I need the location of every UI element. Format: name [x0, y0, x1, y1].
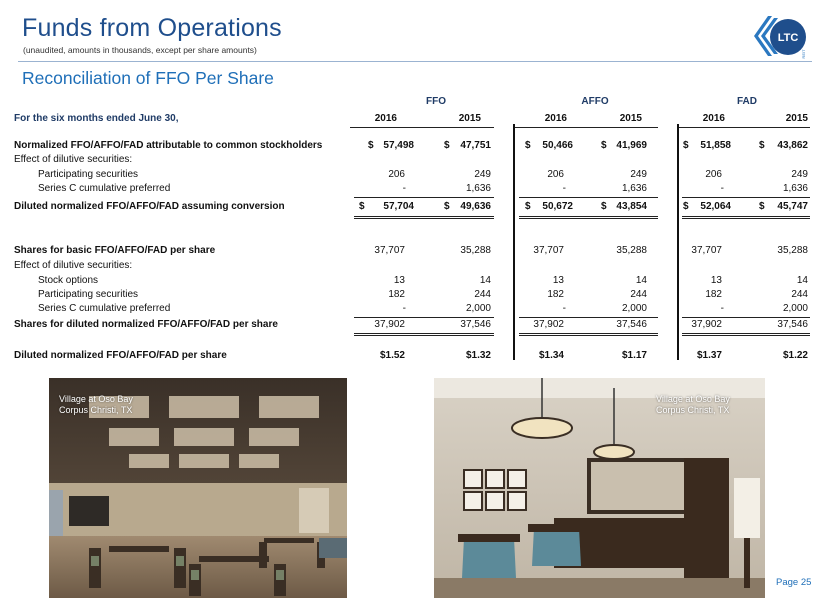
section-title: Reconciliation of FFO Per Share	[22, 68, 274, 88]
total-double-rule	[519, 333, 658, 336]
subtotal-rule	[682, 317, 810, 318]
logo-subtext: REIT	[801, 49, 806, 59]
row-label: Effect of dilutive securities:	[14, 154, 133, 165]
table-cell: 37,546	[777, 319, 808, 330]
header-underline	[350, 127, 494, 128]
row-label: Series C cumulative preferred	[38, 183, 171, 194]
ltc-logo	[748, 10, 810, 62]
table-cell: 57,498	[383, 140, 414, 151]
table-cell: 1,636	[465, 183, 491, 194]
table-cell: 50,466	[542, 140, 573, 151]
table-cell: $1.52	[379, 350, 405, 361]
table-cell: 43,854	[616, 201, 647, 212]
table-cell: 182	[547, 289, 564, 300]
header-underline	[514, 127, 658, 128]
photo-great-room	[49, 378, 347, 598]
photo-caption-line2: Corpus Christi, TX	[656, 405, 730, 415]
table-cell: 206	[388, 169, 405, 180]
row-label: Series C cumulative preferred	[38, 303, 171, 314]
photo-caption-line1: Village at Oso Bay	[656, 394, 730, 404]
table-cell: $1.34	[538, 350, 564, 361]
table-cell: 244	[474, 289, 491, 300]
table-cell: 14	[635, 275, 647, 286]
table-cell: 244	[791, 289, 808, 300]
row-label: Participating securities	[38, 289, 139, 300]
total-double-rule	[354, 333, 494, 336]
title-divider	[18, 61, 812, 62]
table-cell: $1.17	[621, 350, 647, 361]
row-label: Shares for basic FFO/AFFO/FAD per share	[14, 245, 216, 256]
table-cell: $1.32	[465, 350, 491, 361]
row-label: Stock options	[38, 275, 99, 286]
table-cell: 14	[479, 275, 491, 286]
table-cell: 41,969	[616, 140, 647, 151]
period-label: For the six months ended June 30,	[14, 113, 179, 124]
table-cell: 13	[552, 275, 564, 286]
table-cell: 57,704	[383, 201, 414, 212]
total-double-rule	[519, 216, 658, 219]
table-cell: -	[402, 183, 406, 194]
table-cell: -	[562, 303, 566, 314]
photo-caption-line2: Corpus Christi, TX	[59, 405, 133, 415]
page-number: Page 25	[776, 577, 812, 588]
table-cell: 2,000	[621, 303, 647, 314]
row-label: Effect of dilutive securities:	[14, 260, 133, 271]
dollar-sign: $	[759, 140, 765, 151]
table-cell: 35,288	[460, 245, 491, 256]
dollar-sign: $	[525, 140, 531, 151]
dollar-sign: $	[601, 140, 607, 151]
year-header: 2015	[458, 113, 481, 124]
year-header: 2016	[702, 113, 725, 124]
table-cell: -	[402, 303, 406, 314]
row-label: Diluted normalized FFO/AFFO/FAD per share	[14, 350, 227, 361]
year-header: 2015	[785, 113, 808, 124]
dollar-sign: $	[359, 201, 365, 212]
subtotal-rule	[519, 197, 658, 198]
table-cell: 1,636	[621, 183, 647, 194]
table-cell: 249	[791, 169, 808, 180]
dollar-sign: $	[683, 140, 689, 151]
dollar-sign: $	[759, 201, 765, 212]
table-cell: 37,707	[374, 245, 405, 256]
table-cell: 182	[705, 289, 722, 300]
table-cell: -	[562, 183, 566, 194]
total-double-rule	[682, 216, 810, 219]
dollar-sign: $	[444, 201, 450, 212]
dollar-sign: $	[368, 140, 374, 151]
table-cell: 52,064	[700, 201, 731, 212]
table-cell: 13	[393, 275, 405, 286]
table-cell: 244	[630, 289, 647, 300]
logo-text: LTC	[777, 32, 799, 44]
table-cell: 37,546	[616, 319, 647, 330]
row-label: Diluted normalized FFO/AFFO/FAD assuming conversion	[14, 201, 285, 212]
table-cell: 182	[388, 289, 405, 300]
photo-caption-line1: Village at Oso Bay	[59, 394, 133, 404]
dollar-sign: $	[525, 201, 531, 212]
table-cell: 50,672	[542, 201, 573, 212]
table-cell: 49,636	[460, 201, 491, 212]
group-header-fad: FAD	[737, 96, 757, 107]
subtotal-rule	[682, 197, 810, 198]
table-cell: 206	[547, 169, 564, 180]
year-header: 2016	[374, 113, 397, 124]
table-cell: 47,751	[460, 140, 491, 151]
table-cell: 35,288	[616, 245, 647, 256]
subtotal-rule	[519, 317, 658, 318]
header-underline	[678, 127, 810, 128]
table-cell: $1.22	[782, 350, 808, 361]
total-double-rule	[354, 216, 494, 219]
table-cell: 37,902	[691, 319, 722, 330]
subtotal-rule	[354, 197, 494, 198]
table-cell: 249	[474, 169, 491, 180]
row-label: Participating securities	[38, 169, 139, 180]
dollar-sign: $	[444, 140, 450, 151]
table-cell: 37,707	[533, 245, 564, 256]
photo-salon	[434, 378, 765, 598]
table-cell: 37,902	[533, 319, 564, 330]
table-cell: 206	[705, 169, 722, 180]
table-cell: 13	[710, 275, 722, 286]
table-cell: 14	[796, 275, 808, 286]
table-cell: 43,862	[777, 140, 808, 151]
dollar-sign: $	[601, 201, 607, 212]
dollar-sign: $	[683, 201, 689, 212]
table-cell: 37,707	[691, 245, 722, 256]
group-header-ffo: FFO	[426, 96, 446, 107]
table-cell: 1,636	[782, 183, 808, 194]
table-cell: -	[720, 303, 724, 314]
table-cell: 37,546	[460, 319, 491, 330]
row-label: Shares for diluted normalized FFO/AFFO/FAD per share	[14, 319, 278, 330]
row-label: Normalized FFO/AFFO/FAD attributable to common stockholders	[14, 140, 323, 151]
table-cell: $1.37	[696, 350, 722, 361]
year-header: 2015	[619, 113, 642, 124]
table-cell: 51,858	[700, 140, 731, 151]
page-subtitle: (unaudited, amounts in thousands, except per share amounts)	[23, 45, 257, 55]
table-cell: 37,902	[374, 319, 405, 330]
page-title: Funds from Operations	[22, 14, 282, 42]
table-cell: 249	[630, 169, 647, 180]
total-double-rule	[682, 333, 810, 336]
table-cell: 2,000	[782, 303, 808, 314]
table-cell: -	[720, 183, 724, 194]
group-header-affo: AFFO	[581, 96, 609, 107]
table-cell: 2,000	[465, 303, 491, 314]
year-header: 2016	[544, 113, 567, 124]
subtotal-rule	[354, 317, 494, 318]
table-cell: 35,288	[777, 245, 808, 256]
table-cell: 45,747	[777, 201, 808, 212]
